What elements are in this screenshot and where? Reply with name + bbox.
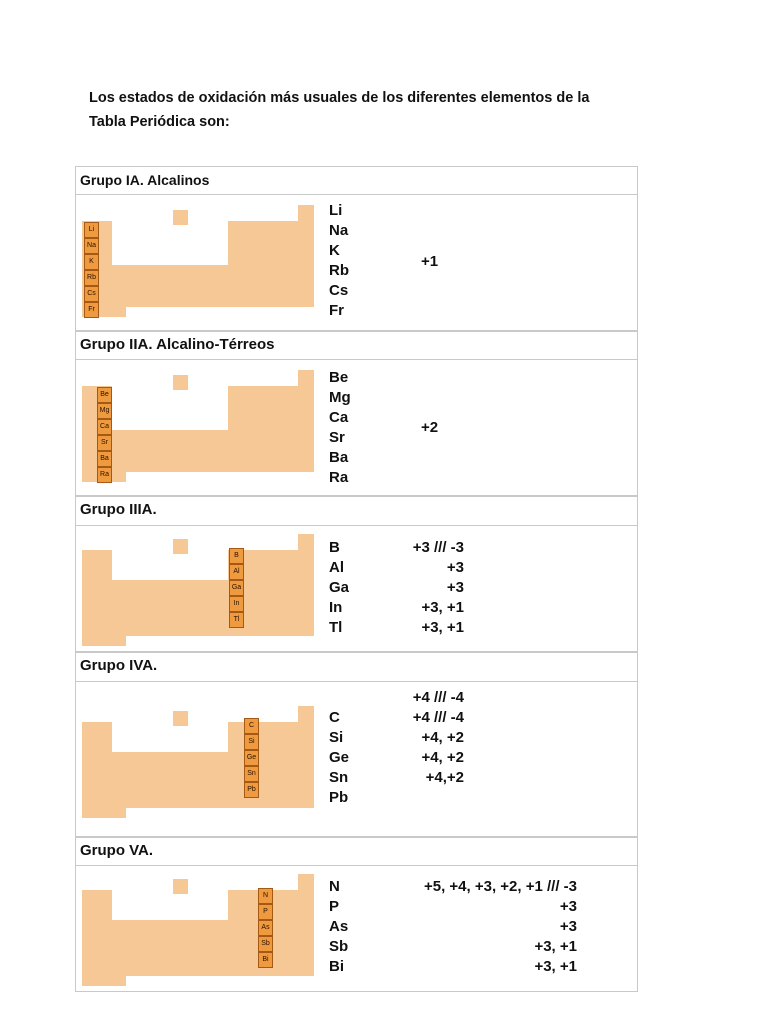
- oxidation-state: +3, +1: [534, 958, 577, 975]
- periodic-table-diagram: [82, 708, 314, 820]
- element-symbol: Ge: [329, 749, 350, 766]
- element-cell: K: [84, 254, 99, 270]
- element-symbol-list: [329, 368, 351, 488]
- element-cell: B: [229, 548, 244, 564]
- element-cell: Ga: [229, 580, 244, 596]
- element-symbol: Si: [329, 729, 344, 746]
- group-title: Grupo IIA. Alcalino-Térreos: [80, 336, 275, 353]
- group-title: Grupo VA.: [80, 842, 154, 859]
- oxidation-state: +3: [559, 918, 577, 935]
- element-symbol: In: [329, 599, 343, 616]
- element-cell: Ca: [97, 419, 112, 435]
- element-cell: N: [258, 888, 273, 904]
- element-cell: P: [258, 904, 273, 920]
- element-symbol: Ca: [329, 409, 349, 426]
- periodic-table-diagram: [82, 536, 314, 648]
- element-cell: Pb: [244, 782, 259, 798]
- element-cell: Ra: [97, 467, 112, 483]
- oxidation-state: +4, +2: [421, 729, 464, 746]
- element-symbol: Tl: [329, 619, 343, 636]
- oxidation-state: +3: [446, 579, 464, 596]
- group-header-iva: [75, 652, 638, 682]
- element-cell: C: [244, 718, 259, 734]
- oxidation-state-list: [424, 877, 577, 977]
- group-title: Grupo IA. Alcalinos: [80, 172, 210, 188]
- group-body-va: [75, 866, 638, 992]
- intro-line-1: Los estados de oxidación más usuales de los diferentes elementos de la: [89, 90, 590, 106]
- element-symbol: Mg: [329, 389, 351, 406]
- group-body-iva: [75, 682, 638, 837]
- element-cell: Sr: [97, 435, 112, 451]
- element-symbol: P: [329, 898, 340, 915]
- intro-paragraph: [89, 86, 649, 134]
- element-symbol: C: [329, 709, 340, 726]
- element-symbol: Ra: [329, 469, 349, 486]
- oxidation-state: +4 /// -4: [412, 709, 464, 726]
- element-cell: In: [229, 596, 244, 612]
- element-cell: Na: [84, 238, 99, 254]
- oxidation-state-list: [413, 688, 464, 788]
- element-symbol-list: [329, 708, 349, 808]
- group-body-ia: [75, 195, 638, 331]
- element-cell: Sn: [244, 766, 259, 782]
- element-symbol: Pb: [329, 789, 349, 806]
- element-cell: Si: [244, 734, 259, 750]
- oxidation-state: +3, +1: [421, 599, 464, 616]
- element-cell: Cs: [84, 286, 99, 302]
- oxidation-state: +5, +4, +3, +2, +1 /// -3: [423, 878, 577, 895]
- oxidation-state: +3, +1: [421, 619, 464, 636]
- element-cell: Ba: [97, 451, 112, 467]
- element-symbol: K: [329, 242, 340, 259]
- group-title: Grupo IVA.: [80, 657, 158, 674]
- periodic-table-diagram: [82, 372, 314, 484]
- element-symbol: Al: [329, 559, 344, 576]
- group-header-iiia: [75, 496, 638, 526]
- element-symbol: Rb: [329, 262, 349, 279]
- periodic-table-diagram: [82, 876, 314, 988]
- oxidation-state-list: [413, 538, 464, 638]
- oxidation-state: +3: [559, 898, 577, 915]
- group-body-iiia: [75, 526, 638, 652]
- element-symbol: Bi: [329, 958, 344, 975]
- element-cell: Bi: [258, 952, 273, 968]
- group-body-iia: [75, 360, 638, 496]
- group-title: Grupo IIIA.: [80, 501, 157, 518]
- element-symbol-list: [329, 538, 349, 638]
- element-cell: Tl: [229, 612, 244, 628]
- element-cell: Ge: [244, 750, 259, 766]
- element-cell: Sb: [258, 936, 273, 952]
- element-symbol: Be: [329, 369, 349, 386]
- group-header-iia: [75, 331, 638, 360]
- element-symbol: Ga: [329, 579, 350, 596]
- element-cell: As: [258, 920, 273, 936]
- oxidation-state: +4, +2: [421, 749, 464, 766]
- oxidation-state: +3, +1: [534, 938, 577, 955]
- element-symbol: Cs: [329, 282, 349, 299]
- element-symbol: Li: [329, 202, 343, 219]
- element-symbol-list: [329, 877, 348, 977]
- element-symbol: B: [329, 539, 340, 556]
- element-symbol: Fr: [329, 302, 344, 319]
- oxidation-state: +2: [421, 419, 439, 436]
- element-symbol: Sn: [329, 769, 349, 786]
- group-header-ia: [75, 166, 638, 195]
- oxidation-state: +4 /// -4: [412, 689, 464, 706]
- element-symbol: Sr: [329, 429, 345, 446]
- element-symbol: Ba: [329, 449, 349, 466]
- element-cell: Rb: [84, 270, 99, 286]
- element-symbol: As: [329, 918, 349, 935]
- intro-line-2: Tabla Periódica son:: [89, 114, 230, 130]
- element-cell: Be: [97, 387, 112, 403]
- element-cell: Mg: [97, 403, 112, 419]
- element-cell: Li: [84, 222, 99, 238]
- element-symbol-list: [329, 201, 349, 321]
- oxidation-state: +3 /// -3: [412, 539, 464, 556]
- element-symbol: Na: [329, 222, 349, 239]
- element-cell: Fr: [84, 302, 99, 318]
- oxidation-state: +4,+2: [425, 769, 464, 786]
- oxidation-state: +1: [421, 253, 439, 270]
- element-cell: Al: [229, 564, 244, 580]
- group-header-va: [75, 837, 638, 866]
- periodic-table-diagram: [82, 207, 314, 319]
- element-symbol: N: [329, 878, 340, 895]
- element-symbol: Sb: [329, 938, 349, 955]
- oxidation-state: +3: [446, 559, 464, 576]
